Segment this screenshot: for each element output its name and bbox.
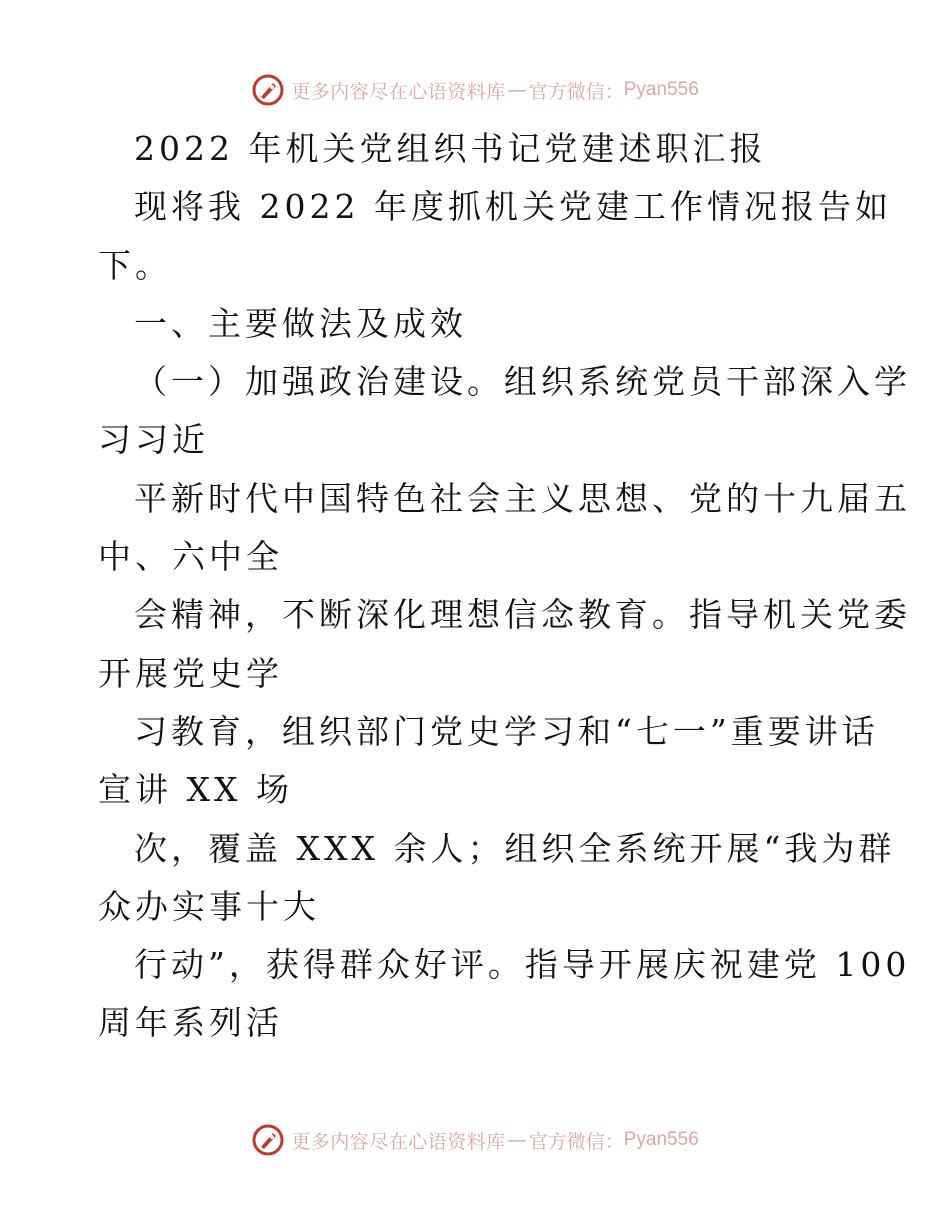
paragraph-line: （一）加强政治建设。组织系统党员干部深入学: [134, 362, 911, 402]
pen-nib-logo-icon: [251, 1123, 285, 1157]
watermark-separator: —: [507, 1129, 527, 1151]
watermark-brand: 更多内容尽在心语资料库: [291, 1130, 506, 1153]
document-title: 2022 年机关党组织书记党建述职汇报: [134, 129, 767, 168]
paragraph-line: 现将我 2022 年度抓机关党建工作情况报告如: [134, 187, 892, 227]
paragraph-line: 平新时代中国特色社会主义思想、党的十九届五: [134, 478, 911, 518]
paragraph-line: 宣讲 XX 场: [98, 770, 293, 810]
header-watermark: [0, 70, 950, 110]
paragraph-line: 周年系列活: [98, 1003, 283, 1043]
watermark-brand: 更多内容尽在心语资料库: [291, 80, 506, 103]
pen-nib-logo-icon: [251, 73, 285, 107]
footer-watermark: [0, 1120, 950, 1160]
watermark-account-label: 官方微信：: [528, 1130, 624, 1153]
paragraph-line: 众办实事十大: [98, 886, 320, 926]
watermark-account-id: Pyan556: [623, 1129, 699, 1150]
document-body: [98, 120, 911, 1053]
watermark-account-label: 官方微信：: [528, 80, 624, 103]
paragraph-line: 行动”，获得群众好评。指导开展庆祝建党 100: [134, 945, 911, 985]
watermark-separator: —: [507, 79, 527, 101]
paragraph-line: 中、六中全: [98, 537, 283, 577]
paragraph-line: 下。: [98, 245, 172, 285]
watermark-account-id: Pyan556: [623, 79, 699, 100]
paragraph-line: 会精神，不断深化理想信念教育。指导机关党委: [134, 595, 911, 635]
section-heading: 一、主要做法及成效: [134, 303, 467, 343]
paragraph-line: 习教育，组织部门党史学习和“七一”重要讲话: [134, 711, 879, 751]
paragraph-line: 习习近: [98, 420, 209, 460]
paragraph-line: 开展党史学: [98, 653, 283, 693]
paragraph-line: 次，覆盖 XXX 余人；组织全系统开展“我为群: [134, 828, 896, 868]
